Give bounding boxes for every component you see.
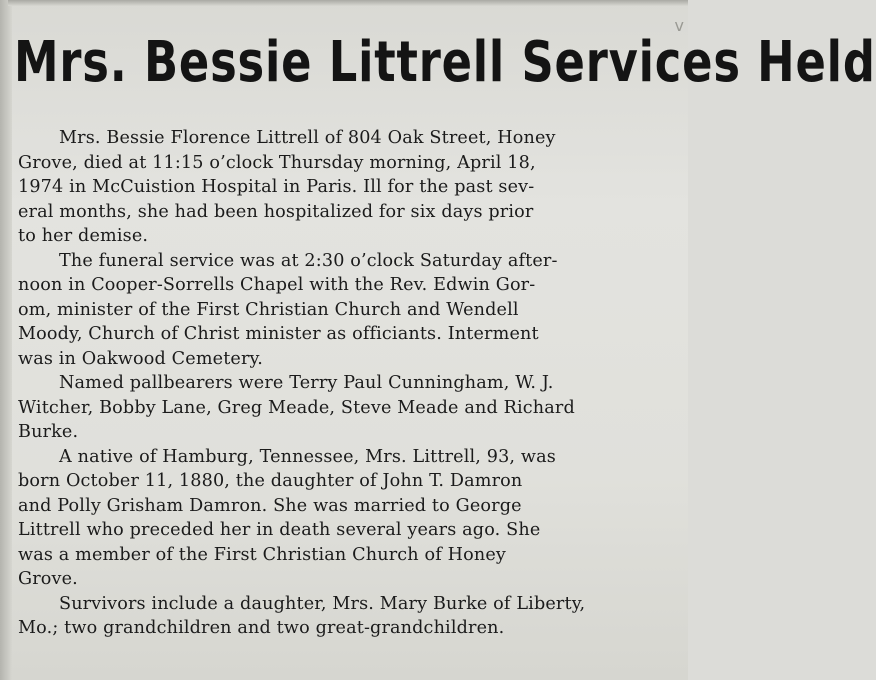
paragraph-pallbearers bbox=[18, 371, 678, 445]
text-line: was a member of the First Christian Church of Honey bbox=[18, 544, 506, 565]
text-line: Grove. bbox=[18, 569, 78, 589]
text-line: born October 11, 1880, the daughter of John T. Damron bbox=[18, 471, 523, 491]
headline: Mrs. Bessie Littrell Services Held bbox=[14, 30, 876, 95]
text-line: Witcher, Bobby Lane, Greg Meade, Steve Meade and Richard bbox=[18, 397, 575, 418]
text-line: was in Oakwood Cemetery. bbox=[18, 348, 264, 369]
text-line: A native of Hamburg, Tennessee, Mrs. Littrell, 93, was bbox=[59, 446, 556, 467]
text-line: Mo.; two grandchildren and two great-grandchildren. bbox=[18, 618, 505, 638]
text-line: Mrs. Bessie Florence Littrell of 804 Oak Street, Honey bbox=[59, 128, 556, 148]
paragraph-biography bbox=[18, 445, 678, 592]
text-line: noon in Cooper-Sorrells Chapel with the Rev. Edwin Gor- bbox=[18, 275, 536, 295]
paragraph-funeral-service bbox=[18, 249, 678, 372]
paragraph-death-notice bbox=[18, 126, 678, 249]
text-line: eral months, she had been hospitalized for six days prior bbox=[18, 201, 534, 222]
clipping-edge-shadow bbox=[0, 0, 12, 680]
text-line: Littrell who preceded her in death several years ago. She bbox=[18, 520, 541, 540]
text-line: Burke. bbox=[18, 422, 79, 442]
text-line: and Polly Grisham Damron. She was married to George bbox=[18, 495, 522, 516]
text-line: Named pallbearers were Terry Paul Cunningham, W. J. bbox=[59, 373, 554, 393]
paragraph-survivors bbox=[18, 592, 678, 641]
top-rule bbox=[8, 0, 688, 6]
text-line: Survivors include a daughter, Mrs. Mary Burke of Liberty, bbox=[59, 593, 586, 614]
article-body bbox=[18, 126, 678, 641]
text-line: Grove, died at 11:15 o’clock Thursday morning, April 18, bbox=[18, 152, 536, 173]
corner-mark: v bbox=[674, 16, 684, 35]
text-line: 1974 in McCuistion Hospital in Paris. Ill for the past sev- bbox=[18, 177, 535, 197]
text-line: to her demise. bbox=[18, 226, 149, 246]
text-line: Moody, Church of Christ minister as officiants. Interment bbox=[18, 324, 539, 344]
text-line: The funeral service was at 2:30 o’clock Saturday after- bbox=[59, 250, 558, 271]
text-line: om, minister of the First Christian Church and Wendell bbox=[18, 299, 519, 320]
